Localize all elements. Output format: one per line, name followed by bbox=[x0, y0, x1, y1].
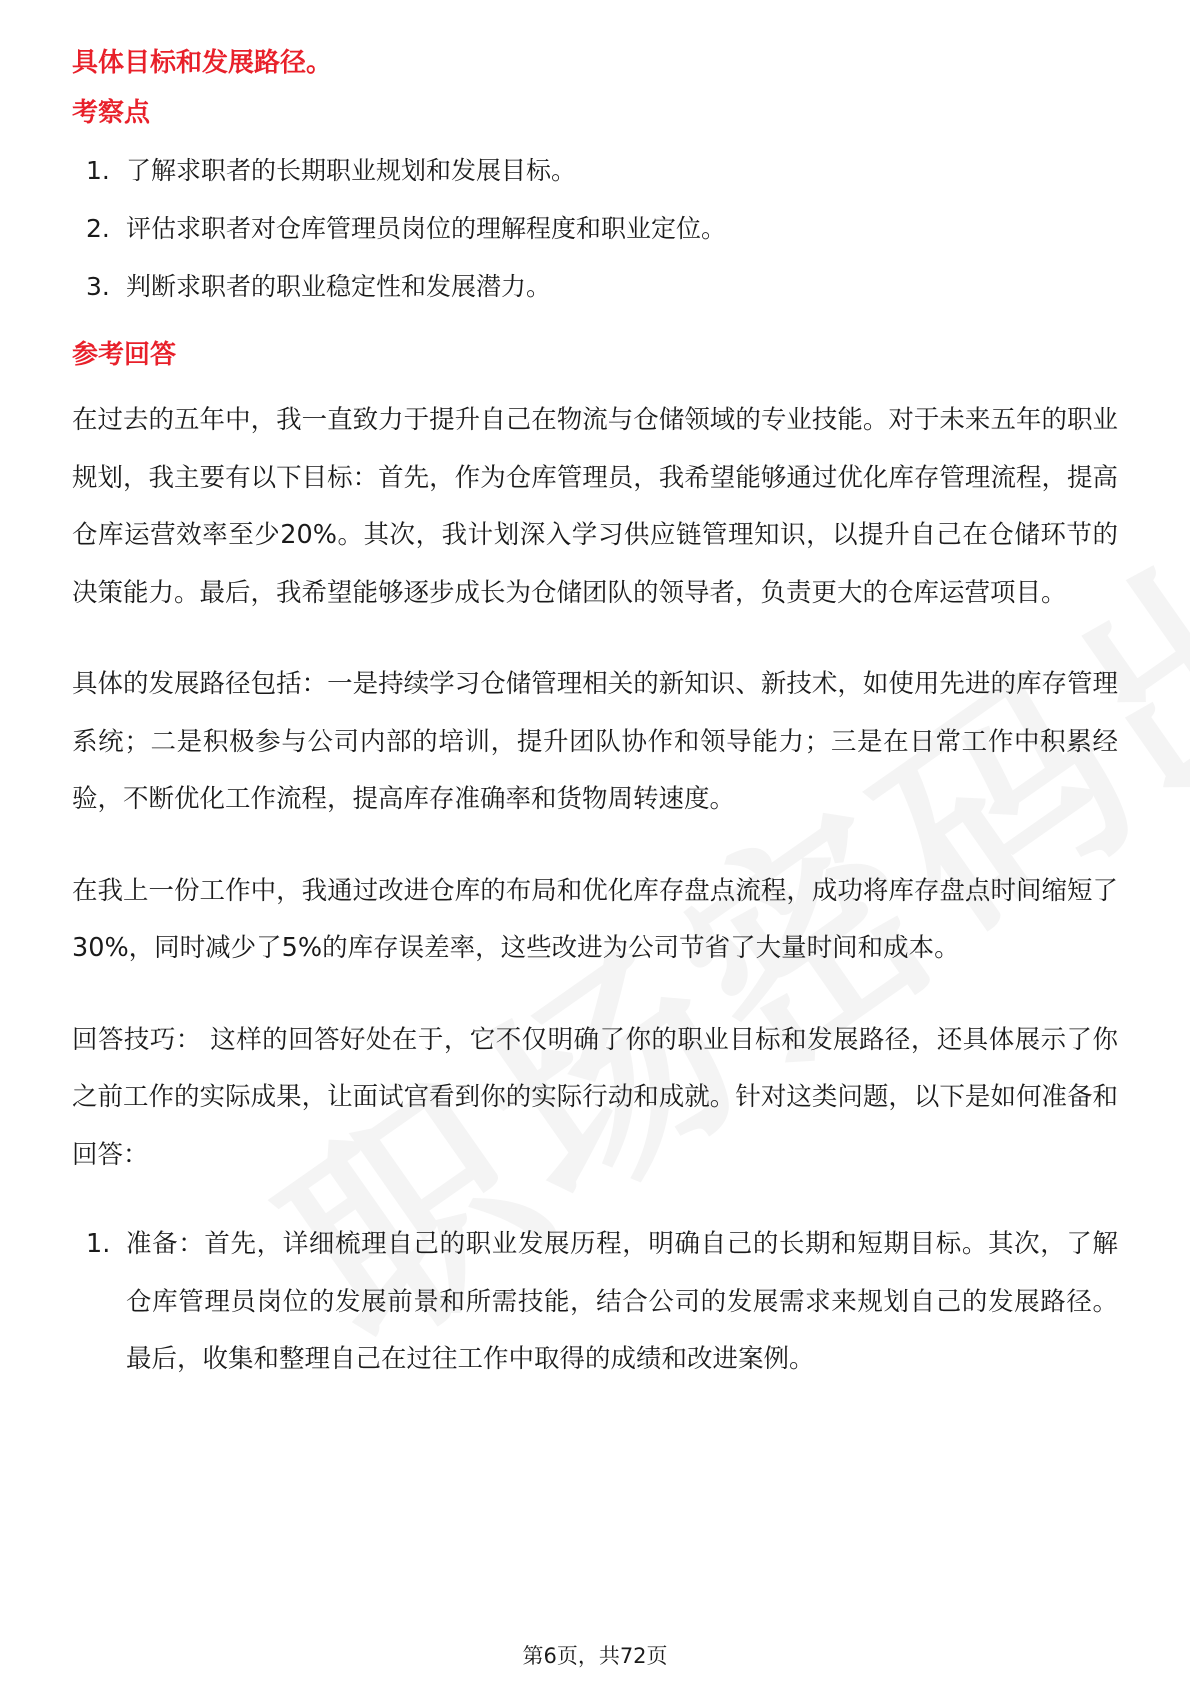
answer-paragraph-goals: 在过去的五年中，我一直致力于提升自己在物流与仓储领域的专业技能。对于未来五年的职业规划，我主要有以下目标：首先，作为仓库管理员，我希望能够通过优化库存管理流程，提高仓库运营效率至少20%。其次，我计划深入学习供应链管理知识，以提升自己在仓储环节的决策能力。最后，我希望能够逐步成长为仓储团队的领导者，负责更大的仓库运营项目。 bbox=[72, 405, 1118, 608]
answer-paragraph-tips: 回答技巧： 这样的回答好处在于，它不仅明确了你的职业目标和发展路径，还具体展示了你之前工作的实际成果，让面试官看到你的实际行动和成就。针对这类问题，以下是如何准备和回答： bbox=[72, 1024, 1118, 1170]
answer-paragraph-path: 具体的发展路径包括：一是持续学习仓储管理相关的新知识、新技术，如使用先进的库存管理系统；二是积极参与公司内部的培训，提升团队协作和领导能力；三是在日常工作中积累经验，不断优化工作流程，提高库存准确率和货物周转速度。 bbox=[72, 669, 1118, 814]
list-number: 1. bbox=[86, 1229, 111, 1259]
answer-paragraph-achievement: 在我上一份工作中，我通过改进仓库的布局和优化库存盘点流程，成功将库存盘点时间缩短了30%，同时减少了5%的库存误差率，这些改进为公司节省了大量时间和成本。 bbox=[72, 875, 1118, 963]
list-item-text: 评估求职者对仓库管理员岗位的理解程度和职业定位。 bbox=[126, 214, 727, 243]
reference-answer-heading: 参考回答 bbox=[72, 340, 177, 370]
page-footer: 第6页，共72页 bbox=[522, 1644, 668, 1668]
list-number: 3. bbox=[86, 272, 110, 301]
document-content bbox=[72, 44, 1118, 1389]
list-item bbox=[72, 152, 1118, 190]
list-item-text: 准备：首先，详细梳理自己的职业发展历程，明确自己的长期和短期目标。其次，了解仓库管理员岗位的发展前景和所需技能，结合公司的发展需求来规划自己的发展路径。最后，收集和整理自己在过往工作中取得的成绩和改进案例。 bbox=[126, 1229, 1118, 1374]
list-item bbox=[72, 268, 1118, 306]
list-item-text: 判断求职者的职业稳定性和发展潜力。 bbox=[126, 272, 552, 301]
key-points-list bbox=[72, 152, 1118, 306]
list-number: 1. bbox=[86, 156, 110, 185]
list-number: 2. bbox=[86, 214, 110, 243]
list-item bbox=[72, 1216, 1118, 1389]
list-item-text: 了解求职者的长期职业规划和发展目标。 bbox=[126, 156, 577, 185]
list-item bbox=[72, 210, 1118, 248]
key-points-heading: 考察点 bbox=[72, 98, 151, 128]
tips-list bbox=[72, 1216, 1118, 1389]
continued-heading: 具体目标和发展路径。 bbox=[72, 48, 333, 78]
